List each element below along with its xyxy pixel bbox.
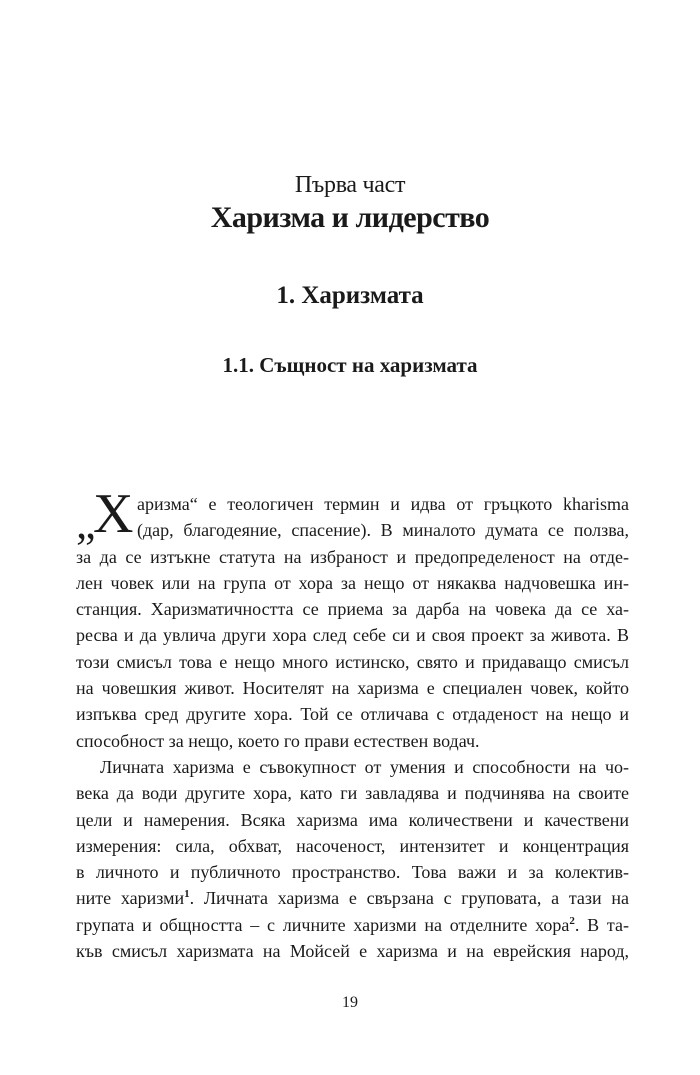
text-line: способност за нещо, което го прави естествен водач.	[76, 730, 480, 751]
text-fragment: . В та-	[574, 914, 629, 935]
text-line: станция. Харизматичността се приема за дарба на човека да се ха-	[76, 599, 629, 620]
text-line: изпъква сред другите хора. Той се отличава с отдаденост на нещо и	[76, 704, 629, 725]
text-line: (дар, благодеяние, спасение). В миналото думата се ползва,	[137, 520, 629, 541]
text-line: цели и намерения. Всяка харизма има количествени и качествени	[76, 809, 629, 830]
section-title: 1.1. Същност на харизмата	[222, 353, 478, 377]
text-line-with-footnote	[76, 885, 629, 911]
text-line: в личното и публичното пространство. Това важи и за колектив-	[76, 862, 629, 883]
text-fragment: ните харизми	[76, 888, 185, 909]
text-line: Личната харизма е съвокупност от умения и способности на чо-	[100, 756, 629, 777]
footnote-marker-2[interactable]: 2	[569, 914, 575, 927]
page-number: 19	[342, 994, 358, 1011]
text-fragment: групата и общността – с личните харизми на отделните хора	[76, 914, 570, 935]
text-line: къв смисъл харизмата на Мойсей е харизма и на еврейския народ,	[76, 941, 629, 962]
text-line: за да се изтъкне статута на избраност и предопределеност на отде-	[76, 546, 629, 567]
drop-cap-letter: Х	[93, 483, 134, 545]
footnote-marker-1[interactable]: 1	[184, 888, 190, 901]
text-line: ресва и да увлича други хора след себе си и своя проект за живота. В	[76, 625, 629, 646]
text-line: лен човек или на група от хора за нещо от някаква надчовешка ин-	[76, 572, 629, 593]
text-line-with-footnote	[76, 912, 629, 938]
text-line: този смисъл това е нещо много истинско, свято и придаващо смисъл	[76, 651, 629, 672]
paragraph-1-dropcap-lines	[76, 491, 629, 548]
part-title: Харизма и лидерство	[210, 201, 490, 234]
text-fragment: . Личната харизма е свързана с груповата, а тази на	[189, 888, 629, 909]
drop-cap-quote: „	[76, 499, 96, 548]
body-text	[76, 491, 629, 964]
chapter-title: 1. Харизмата	[276, 282, 424, 309]
text-line: века да води другите хора, като ги завладява и подчинява на своите	[76, 783, 629, 804]
part-label: Първа част	[294, 172, 406, 198]
text-line: на човешкия живот. Носителят на харизма е специален човек, който	[76, 678, 629, 699]
text-line: аризма“ е теологичен термин и идва от гръцкото kharisma	[137, 494, 629, 514]
text-line: измерения: сила, обхват, насоченост, интензитет и концентрация	[76, 835, 629, 856]
